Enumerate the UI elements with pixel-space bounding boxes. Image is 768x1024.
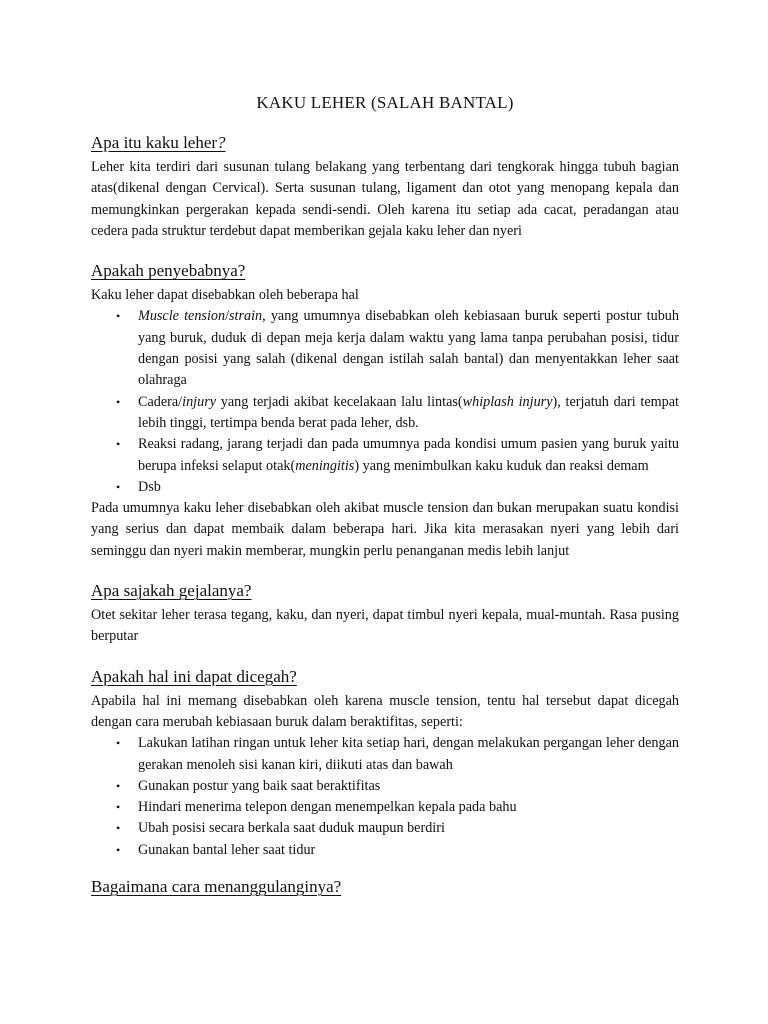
text-run: Gunakan bantal leher saat tidur: [138, 841, 316, 858]
bullet-dot-icon: •: [116, 437, 121, 452]
italic-term: meningitis: [295, 457, 355, 474]
text-run: Gunakan postur yang baik saat beraktifitas: [138, 777, 381, 794]
list-item: [91, 797, 679, 818]
text-run: ) yang menimbulkan kaku kuduk dan reaksi demam: [354, 457, 649, 474]
section-heading-causes: Apakah penyebabnya?: [91, 261, 246, 281]
paragraph-causes-intro: Kaku leher dapat disebabkan oleh beberapa hal: [91, 287, 359, 304]
causes-list: [91, 306, 679, 498]
list-item: [91, 776, 679, 797]
prevention-list: [91, 733, 679, 861]
text-run: Reaksi radang, jarang terjadi dan pada umumnya pada kondisi umum pasien yang buruk yaitu berupa infeksi selaput otak(: [138, 436, 679, 474]
bullet-dot-icon: •: [116, 479, 121, 494]
list-item: [91, 733, 679, 776]
bullet-dot-icon: •: [116, 842, 121, 857]
list-item: [91, 840, 679, 861]
heading-text: Apa itu kaku leher: [91, 133, 218, 152]
bullet-dot-icon: •: [116, 736, 121, 751]
bullet-dot-icon: •: [116, 394, 121, 409]
text-run: Dsb: [138, 478, 161, 495]
section-heading-treatment: Bagaimana cara menanggulanginya?: [91, 877, 342, 897]
section-heading-prevention: Apakah hal ini dapat dicegah?: [91, 666, 297, 686]
text-run: /: [225, 308, 230, 325]
list-item: [91, 818, 679, 839]
paragraph-prevention-intro: Apabila hal ini memang disebabkan oleh karena muscle tension, tentu hal tersebut dapat dicegah dengan cara merubah kebiasaan buruk dalam beraktifitas, seperti:: [91, 692, 679, 730]
section-heading-what-is: [91, 132, 679, 154]
text-run: Ubah posisi secara berkala saat duduk maupun berdiri: [138, 820, 445, 837]
italic-term: Muscle tension: [138, 308, 226, 325]
text-run: , yang umumnya disebabkan oleh kebiasaan buruk seperti postur tubuh yang buruk, duduk di depan meja kerja dalam waktu yang lama tanpa perubahan posisi, tidur dengan posisi yang salah (dikenal dengan istilah salah bantal) dan menyentakkan leher saat olahraga: [138, 308, 679, 389]
paragraph-symptoms: Otet sekitar leher terasa tegang, kaku, dan nyeri, dapat timbul nyeri kepala, mual-muntah. Rasa pusing berputar: [91, 607, 679, 645]
italic-term: strain: [229, 308, 263, 325]
paragraph-causes-closing: Pada umumnya kaku leher disebabkan oleh akibat muscle tension dan bukan merupakan suatu kondisi yang serius dan dapat membaik dalam beberapa hari. Jika kita merasakan nyeri yang lebih dari seminggu dan nyeri makin memberar, mungkin perlu penanganan medis lebih lanjut: [91, 500, 679, 559]
italic-term: whiplash injury: [462, 393, 553, 410]
list-item: [91, 306, 679, 391]
list-item: [91, 392, 679, 435]
bullet-dot-icon: •: [116, 800, 121, 815]
list-item: [91, 434, 679, 477]
italic-term: injury: [182, 393, 217, 410]
text-run: yang terjadi akibat kecelakaan lalu lintas(: [216, 393, 463, 410]
bullet-dot-icon: •: [116, 821, 121, 836]
text-run: Hindari menerima telepon dengan menempelkan kepala pada bahu: [138, 799, 517, 816]
document-title: KAKU LEHER (SALAH BANTAL): [256, 93, 514, 112]
text-run: Lakukan latihan ringan untuk leher kita setiap hari, dengan melakukan pergangan leher dengan gerakan menoleh sisi kanan kiri, diikuti atas dan bawah: [138, 735, 679, 773]
bullet-dot-icon: •: [116, 778, 121, 793]
text-run: Cadera/: [138, 393, 183, 410]
heading-suffix: ?: [217, 133, 226, 152]
paragraph-definition: Leher kita terdiri dari susunan tulang belakang yang terbentang dari tengkorak hingga tubuh bagian atas(dikenal dengan Cervical). Serta susunan tulang, ligament dan otot yang menopang kepala dan memungkinkan pergerakan kepada sendi-sendi. Oleh karena itu setiap ada cacat, peradangan atau cedera pada struktur terdebut dapat memberikan gejala kaku leher dan nyeri: [91, 159, 679, 239]
text-run: ), terjatuh dari tempat lebih tinggi, tertimpa benda berat pada leher, dsb.: [138, 393, 679, 431]
list-item: [91, 477, 679, 498]
bullet-dot-icon: •: [116, 309, 121, 324]
section-heading-symptoms: Apa sajakah gejalanya?: [91, 581, 252, 601]
document-body: [91, 92, 679, 898]
